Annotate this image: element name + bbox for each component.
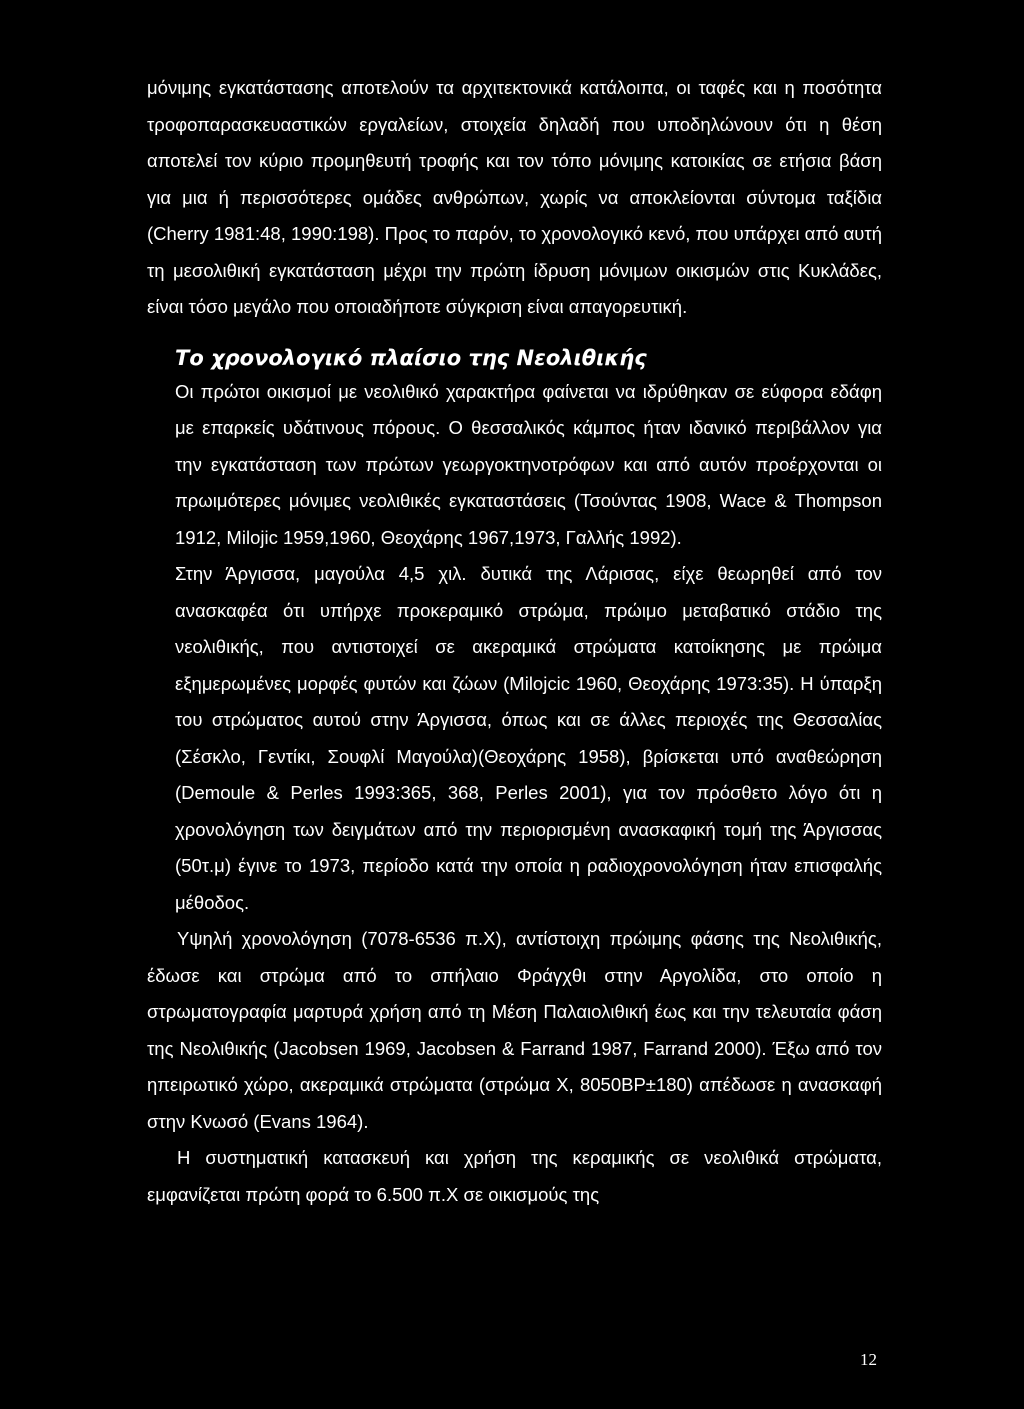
paragraph-franchthi: Υψηλή χρονολόγηση (7078-6536 π.Χ), αντίστοιχη πρώιμης φάσης της Νεολιθικής, έδωσε και στρώμα από το σπήλαιο Φράγχθι στην Αργολίδα, στο οποίο η στρωματογραφία μαρτυρά χρήση από τη Μέση Παλαιολιθική έως και την τελευταία φάση της Νεολιθικής (Jacobsen 1969, Jacobsen & Farrand 1987, Farrand 2000). Έξω από τον ηπειρωτικό χώρο, ακεραμικά στρώματα (στρώμα Χ, 8050ΒΡ±180) απέδωσε η ανασκαφή στην Κνωσό (Evans 1964). xyxy=(147,928,882,1132)
paragraph-argissa: Στην Άργισσα, μαγούλα 4,5 χιλ. δυτικά της Λάρισας, είχε θεωρηθεί από τον ανασκαφέα ότι υπήρχε προκεραμικό στρώμα, πρώιμο μεταβατικό στάδιο της νεολιθικής, που αντιστοιχεί σε ακεραμικά στρώματα κατοίκησης με πρώιμα εξημερωμένες μορφές φυτών και ζώων (Milojcic 1960, Θεοχάρης 1973:35). Η ύπαρξη του στρώματος αυτού στην Άργισσα, όπως και σε άλλες περιοχές της Θεσσαλίας (Σέσκλο, Γεντίκι, Σουφλί Μαγούλα)(Θεοχάρης 1958), βρίσκεται υπό αναθεώρηση (Demoule & Perles 1993:365, 368, Perles 2001), για τον πρόσθετο λόγο ότι η χρονολόγηση των δειγμάτων από την περιορισμένη ανασκαφική τομή της Άργισσας (50τ.μ) έγινε το 1973, περίοδο κατά την οποία η ραδιοχρονολόγηση ήταν επισφαλής μέθοδος. xyxy=(175,563,882,913)
paragraph-intro: μόνιμης εγκατάστασης αποτελούν τα αρχιτεκτονικά κατάλοιπα, οι ταφές και η ποσότητα τροφοπαρασκευαστικών εργαλείων, στοιχεία δηλαδή που υποδηλώνουν ότι η θέση αποτελεί τον κύριο προμηθευτή τροφής και τον τόπο μόνιμης κατοικίας σε ετήσια βάση για μια ή περισσότερες ομάδες ανθρώπων, χωρίς να αποκλείονται σύντομα ταξίδια (Cherry 1981:48, 1990:198). Προς το παρόν, το χρονολογικό κενό, που υπάρχει από αυτή τη μεσολιθική εγκατάσταση μέχρι την πρώτη ίδρυση μόνιμων οικισμών στις Κυκλάδες, είναι τόσο μεγάλο που οποιαδήποτε σύγκριση είναι απαγορευτική. xyxy=(147,77,882,317)
page-number: 12 xyxy=(860,1350,877,1369)
section-heading: Το χρονολογικό πλαίσιο της Νεολιθικής xyxy=(175,345,647,370)
paragraph-first-settlements: Οι πρώτοι οικισμοί με νεολιθικό χαρακτήρα φαίνεται να ιδρύθηκαν σε εύφορα εδάφη με επαρκείς υδάτινους πόρους. Ο θεσσαλικός κάμπος ήταν ιδανικό περιβάλλον για την εγκατάσταση των πρώτων γεωργοκτηνοτρόφων και από αυτόν προέρχονται οι πρωιμότερες μόνιμες νεολιθικές εγκαταστάσεις (Τσούντας 1908, Wace & Thompson 1912, Milojic 1959,1960, Θεοχάρης 1967,1973, Γαλλής 1992). xyxy=(175,380,882,548)
paragraph-ceramics: Η συστηματική κατασκευή και χρήση της κεραμικής σε νεολιθικά στρώματα, εμφανίζεται πρώτη φορά το 6.500 π.Χ σε οικισμούς της xyxy=(147,1147,882,1205)
document-body xyxy=(147,70,882,1213)
